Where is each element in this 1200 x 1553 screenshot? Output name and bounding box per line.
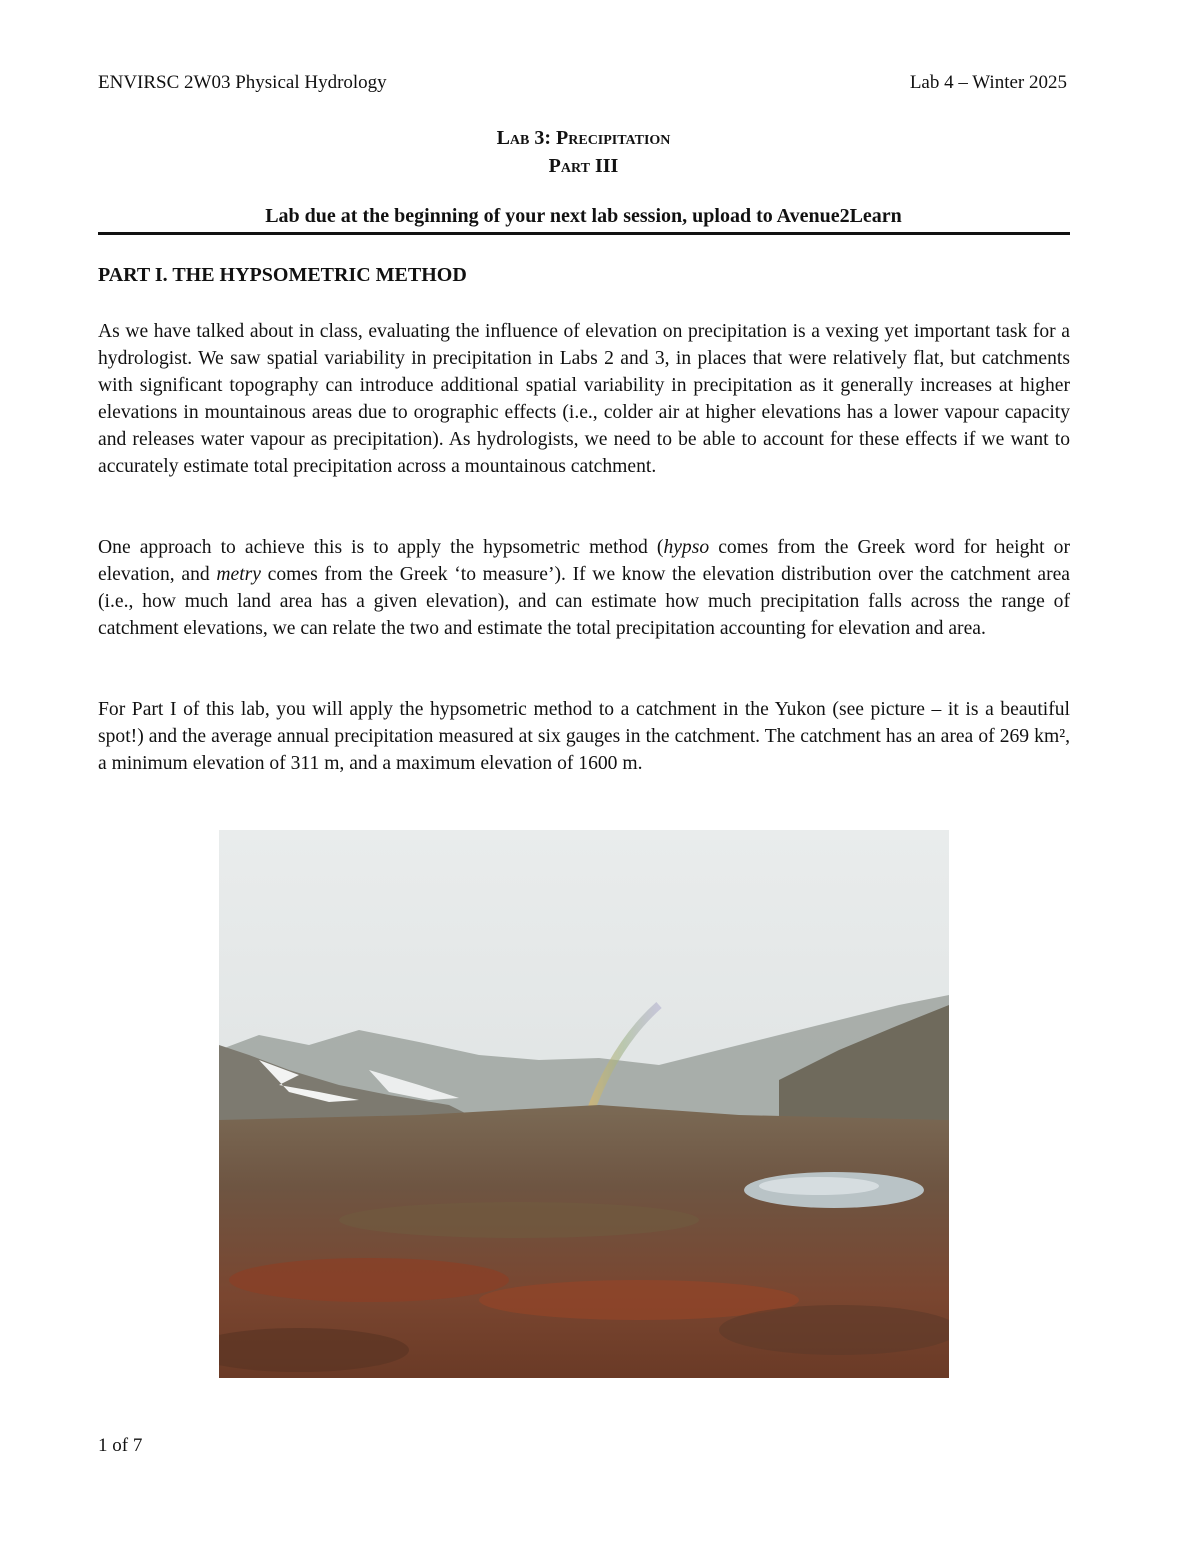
metry-term: metry bbox=[216, 564, 261, 585]
section-heading: PART I. THE HYPSOMETRIC METHOD bbox=[98, 264, 467, 286]
yukon-catchment-photo bbox=[219, 830, 949, 1378]
method-text-c: comes from the Greek ‘to measure’). If we know the elevation distribution over the catchment area (i.e., how much land area has a given elevation), and can estimate how much precipitation falls across the range of catchment elevations, we can relate the two and estimate the total precipitation accounting for elevation and area. bbox=[98, 564, 1070, 639]
header-course-title: ENVIRSC 2W03 Physical Hydrology bbox=[98, 72, 387, 93]
page-number: 1 of 7 bbox=[98, 1435, 143, 1456]
intro-paragraph: As we have talked about in class, evaluating the influence of elevation on precipitation is a vexing yet important task for a hydrologist. We saw spatial variability in precipitation in Labs 2 and 3, in places that were relatively flat, but catchments with significant topography can introduce additional spatial variability in precipitation as it generally increases at higher elevations in mountainous areas due to orographic effects (i.e., colder air at higher elevations has a lower vapour capacity and releases water vapour as precipitation). As hydrologists, we need to be able to account for these effects if we want to accurately estimate total precipitation across a mountainous catchment. bbox=[98, 321, 1070, 477]
lab-title-line2: Part III bbox=[548, 155, 619, 177]
header-lab-term: Lab 4 – Winter 2025 bbox=[909, 72, 1067, 93]
method-text-a: One approach to achieve this is to apply the hypsometric method ( bbox=[98, 537, 664, 558]
catchment-paragraph: For Part I of this lab, you will apply the hypsometric method to a catchment in the Yukon (see picture – it is a beautiful spot!) and the average annual precipitation measured at six gauges in the catchment. The catchment has an area of 269 km², a minimum elevation of 311 m, and a maximum elevation of 1600 m. bbox=[98, 699, 1070, 774]
due-note: Lab due at the beginning of your next lab session, upload to Avenue2Learn bbox=[265, 205, 902, 227]
method-text-b: comes from the Greek word for height or elevation, and bbox=[98, 537, 1071, 585]
method-paragraph bbox=[98, 534, 1070, 642]
hypso-term: hypso bbox=[663, 537, 710, 558]
lab-title bbox=[98, 124, 1069, 180]
horizontal-rule bbox=[98, 232, 1070, 235]
lab-title-line1: Lab 3: Precipitation bbox=[496, 127, 671, 149]
